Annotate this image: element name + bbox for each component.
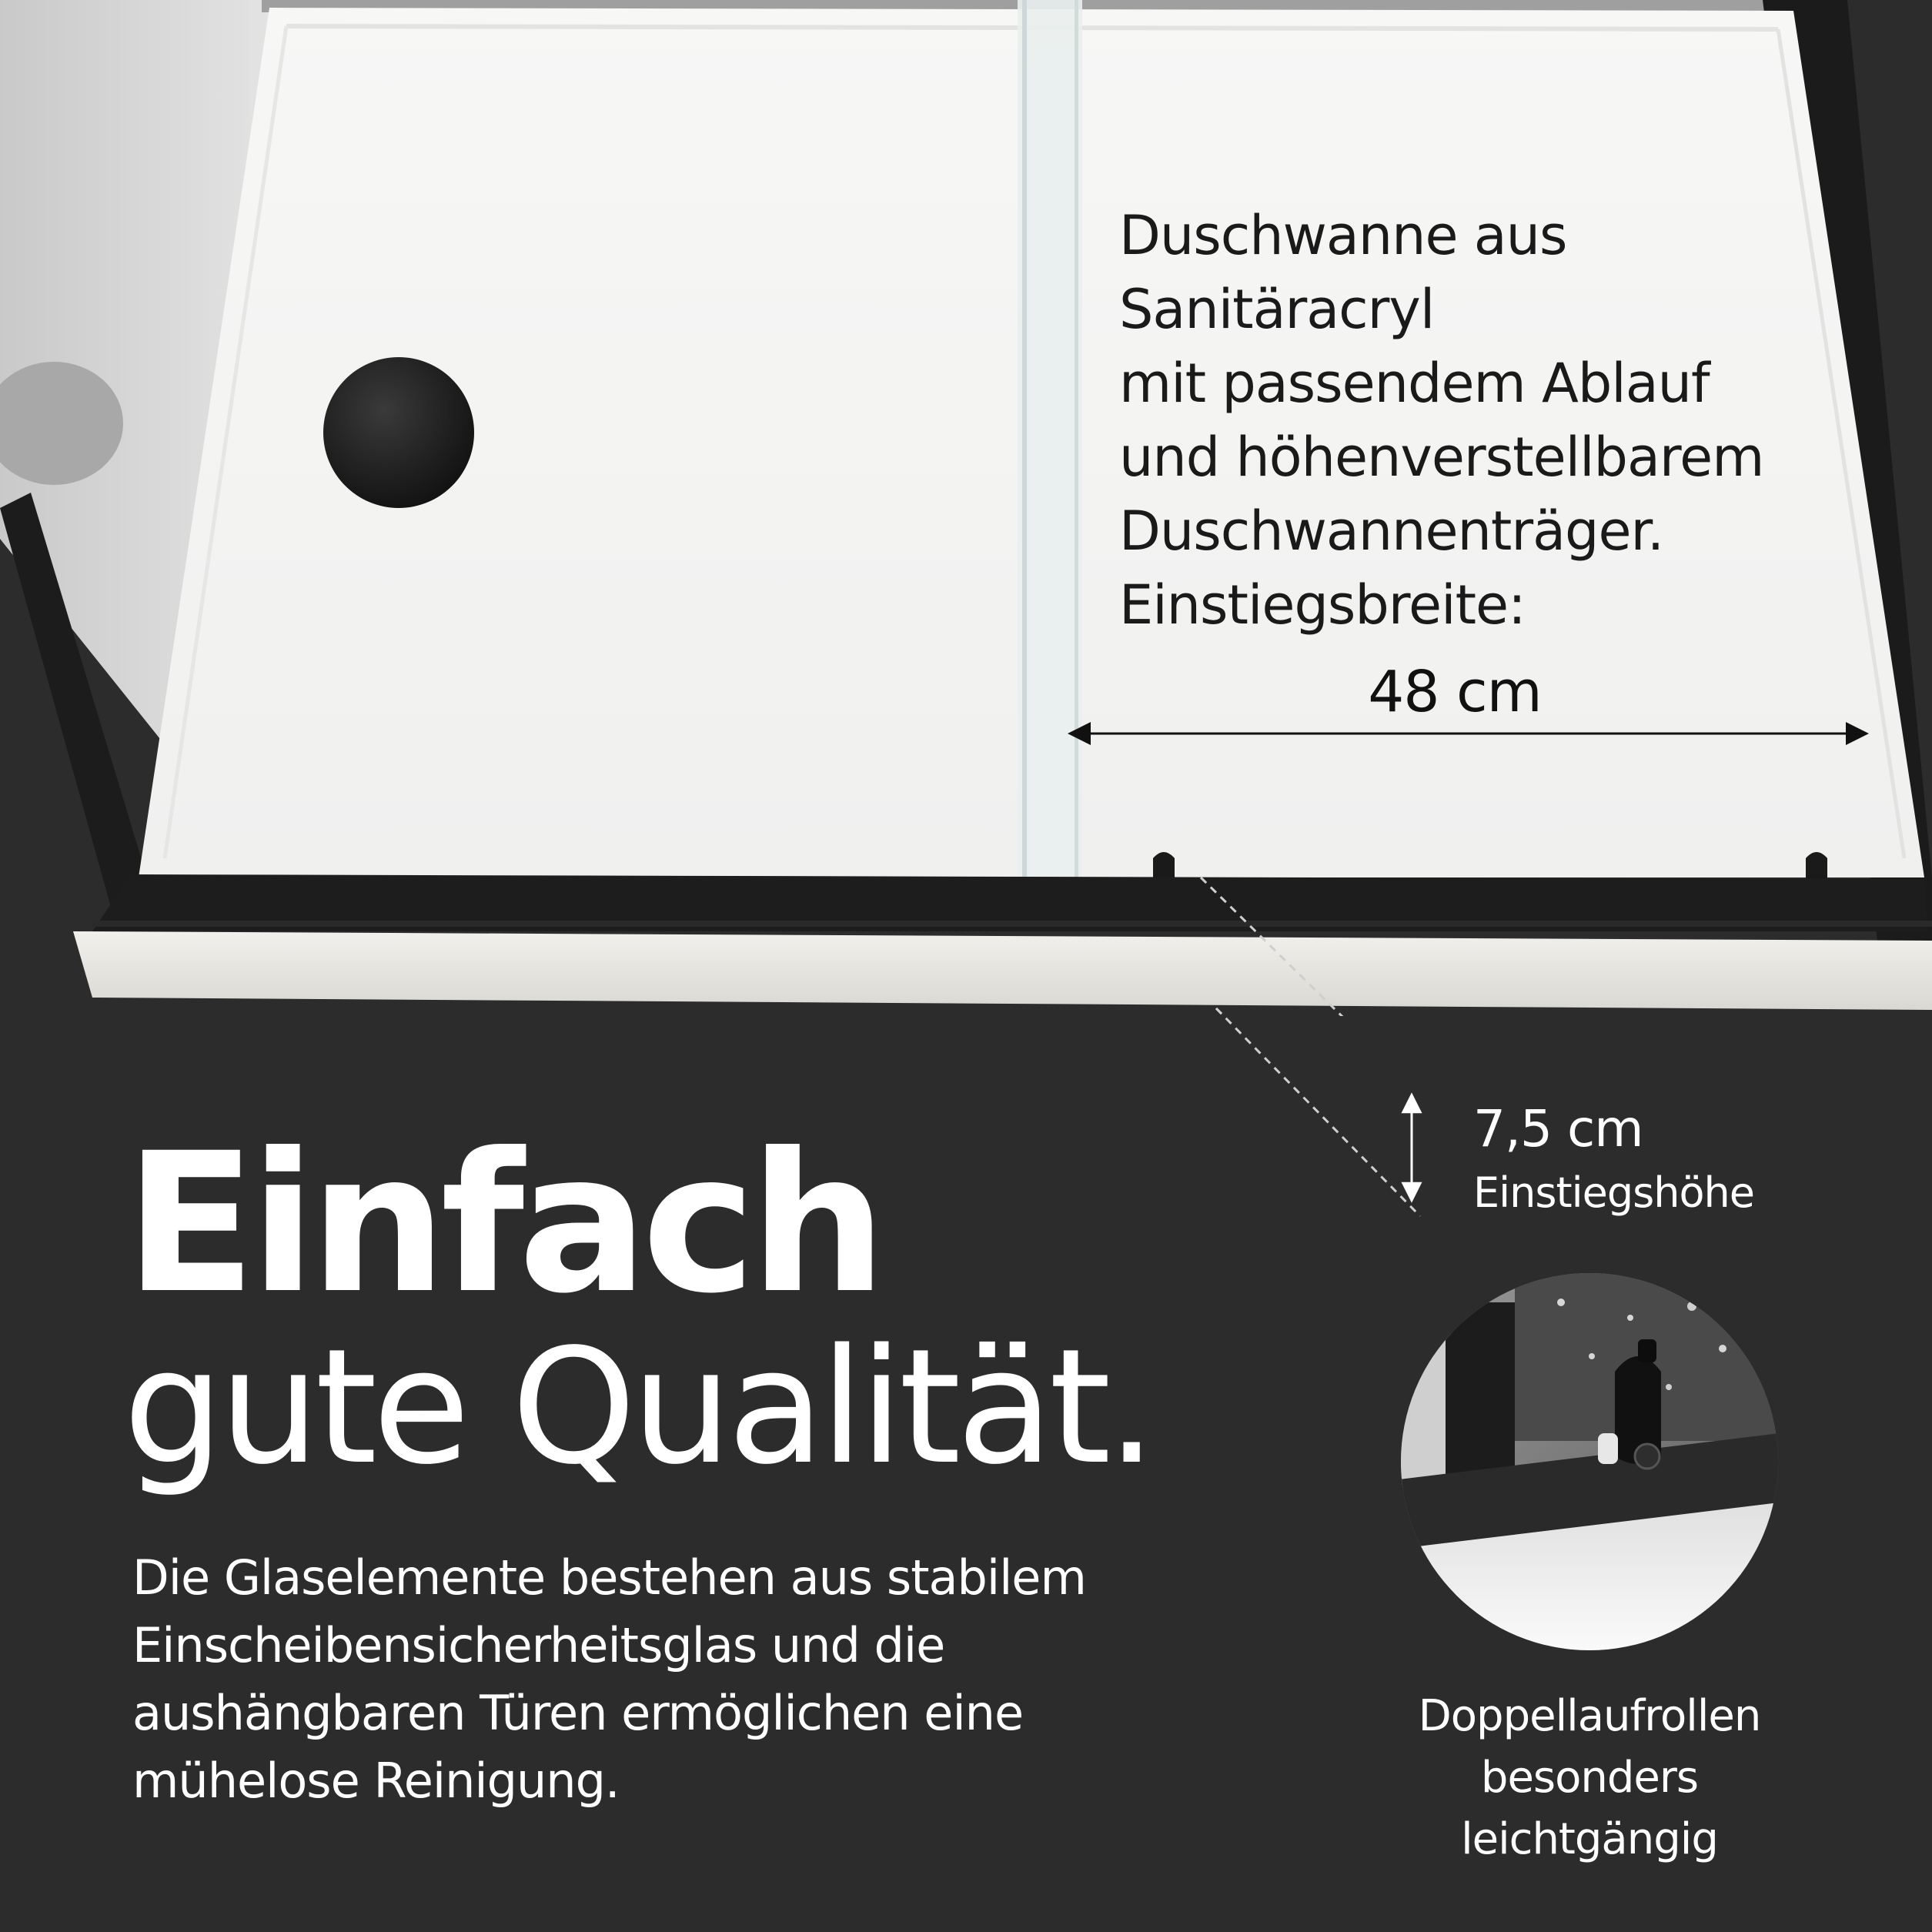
body-line: Die Glaselemente bestehen aus stabilem bbox=[132, 1549, 1086, 1606]
headline-light: gute Qualität. bbox=[123, 1315, 1152, 1499]
dimension-guide-dashed bbox=[1201, 1001, 1432, 1232]
rollers-caption bbox=[1355, 1686, 1824, 1870]
entry-height-label: Einstiegshöhe bbox=[1473, 1168, 1754, 1217]
spec-line: Sanitäracryl bbox=[1119, 278, 1435, 341]
spec-line: Duschwanne aus bbox=[1119, 204, 1567, 267]
body-copy bbox=[132, 1544, 1179, 1815]
body-line: Einscheibensicherheitsglas und die bbox=[132, 1617, 945, 1673]
roller-closeup-image bbox=[1399, 1272, 1780, 1652]
body-line: mühelose Reinigung. bbox=[132, 1753, 620, 1809]
spec-line: und höhenverstellbarem bbox=[1119, 426, 1764, 489]
spec-line: Einstiegsbreite: bbox=[1119, 573, 1526, 637]
tray-spec-text bbox=[1119, 199, 1920, 642]
caption-line: Doppellaufrollen bbox=[1418, 1691, 1761, 1741]
entry-width-value: 48 cm bbox=[1368, 659, 1542, 725]
spec-line: Duschwannenträger. bbox=[1119, 500, 1664, 563]
caption-line: leichtgängig bbox=[1461, 1814, 1718, 1864]
entry-height-value: 7,5 cm bbox=[1473, 1099, 1643, 1158]
caption-line: besonders bbox=[1480, 1753, 1699, 1803]
spec-line: mit passendem Ablauf bbox=[1119, 352, 1710, 415]
body-line: aushängbaren Türen ermöglichen eine bbox=[132, 1685, 1024, 1741]
headline-bold: Einfach bbox=[125, 1111, 881, 1335]
